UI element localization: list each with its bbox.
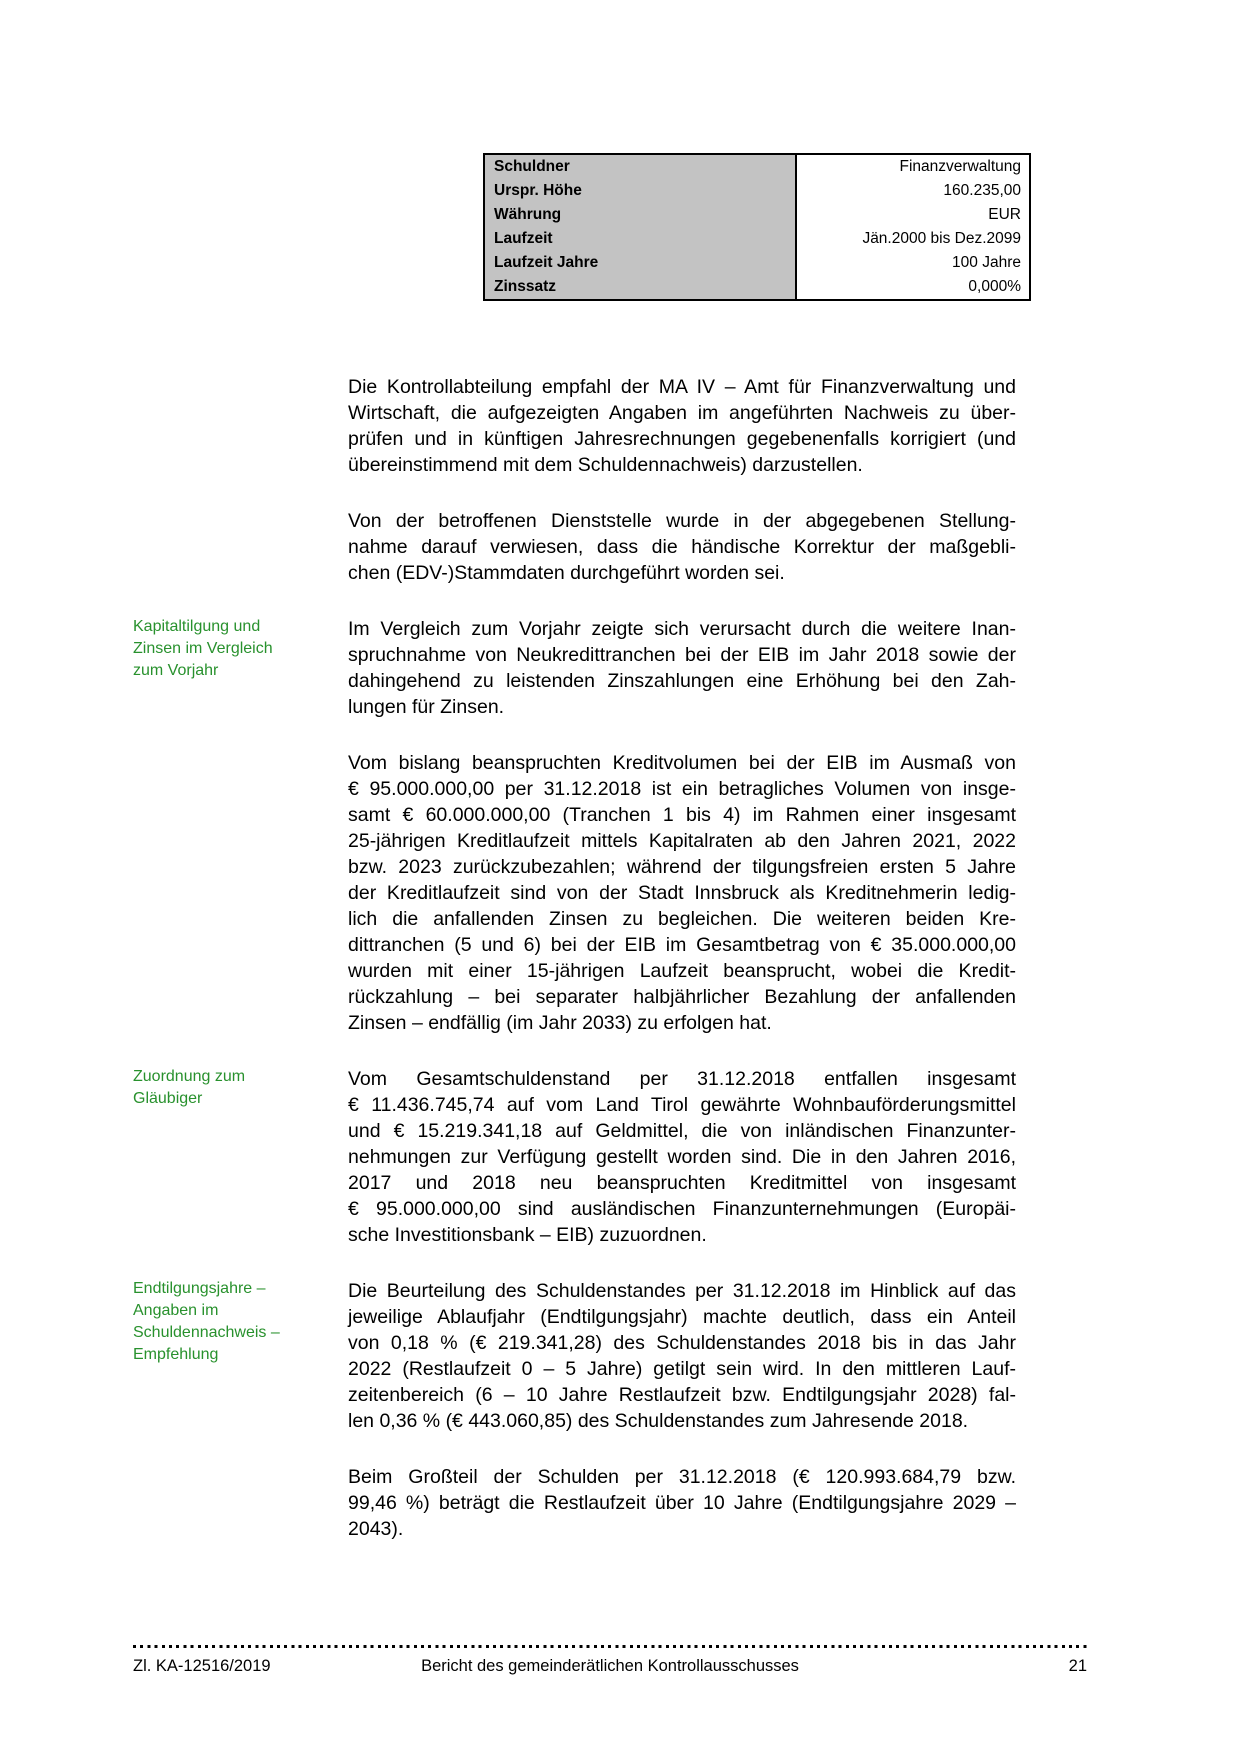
margin-label <box>133 508 348 586</box>
page-footer <box>133 1645 1087 1676</box>
paragraph <box>348 616 1016 720</box>
paragraph-line: Im Vergleich zum Vorjahr zeigte sich verursacht durch die weitere Inan- <box>348 618 1016 640</box>
paragraph-line: nehmungen zur Verfügung gestellt worden sind. Die in den Jahren 2016, <box>348 1146 1016 1168</box>
margin-label-line: Angaben im <box>133 1302 219 1319</box>
paragraph-line: Die Beurteilung des Schuldenstandes per 31.12.2018 im Hinblick auf das <box>348 1280 1016 1302</box>
paragraph-line: len 0,36 % (€ 443.060,85) des Schuldenstandes zum Jahresende 2018. <box>348 1410 969 1432</box>
footer-page-number: 21 <box>1068 1657 1087 1675</box>
sections <box>133 374 1016 1572</box>
paragraph-line: jeweilige Ablaufjahr (Endtilgungsjahr) machte deutlich, dass ein Anteil <box>348 1306 1016 1328</box>
table-row <box>485 155 1029 179</box>
margin-label-line: Empfehlung <box>133 1346 219 1363</box>
table-row-label: Laufzeit Jahre <box>485 251 797 275</box>
paragraph-line: übereinstimmend mit dem Schuldennachweis) darzustellen. <box>348 454 863 476</box>
margin-label <box>133 1464 348 1542</box>
table-row-label: Währung <box>485 203 797 227</box>
paragraph-line: 2043). <box>348 1518 404 1540</box>
paragraph <box>348 1278 1016 1434</box>
paragraph-line: Wirtschaft, die aufgezeigten Angaben im angeführten Nachweis zu über- <box>348 402 1016 424</box>
table-row-value: 100 Jahre <box>797 251 1029 275</box>
report-section <box>133 616 1016 720</box>
paragraph-line: lich die anfallenden Zinsen zu begleichen. Die weiteren beiden Kre- <box>348 908 1016 930</box>
paragraph <box>348 1066 1016 1248</box>
paragraph-line: der Kreditlaufzeit sind von der Stadt Innsbruck als Kreditnehmerin ledig- <box>348 882 1016 904</box>
margin-label <box>133 616 348 720</box>
paragraph-line: Die Kontrollabteilung empfahl der MA IV – Amt für Finanzverwaltung und <box>348 376 1016 398</box>
margin-label-line: Zinsen im Vergleich <box>133 640 273 657</box>
paragraph-line: chen (EDV-)Stammdaten durchgeführt worden sei. <box>348 562 785 584</box>
report-section <box>133 508 1016 586</box>
report-section <box>133 1278 1016 1434</box>
paragraph <box>348 750 1016 1036</box>
paragraph-line: prüfen und in künftigen Jahresrechnungen gegebenenfalls korrigiert (und <box>348 428 1016 450</box>
paragraph-line: wurden mit einer 15-jährigen Laufzeit beansprucht, wobei die Kredit- <box>348 960 1016 982</box>
table-row-value: 0,000% <box>797 275 1029 299</box>
paragraph-line: spruchnahme von Neukredittranchen bei der EIB im Jahr 2018 sowie der <box>348 644 1016 666</box>
margin-label-line: Endtilgungsjahre – <box>133 1280 266 1297</box>
paragraph-line: 2017 und 2018 neu beanspruchten Kreditmittel von insgesamt <box>348 1172 1016 1194</box>
table-row <box>485 227 1029 251</box>
paragraph <box>348 1464 1016 1542</box>
footer-reference-number: Zl. KA-12516/2019 <box>133 1657 271 1675</box>
paragraph-line: 2022 (Restlaufzeit 0 – 5 Jahre) getilgt sein wird. In den mittleren Lauf- <box>348 1358 1016 1380</box>
report-section <box>133 750 1016 1036</box>
paragraph-line: Beim Großteil der Schulden per 31.12.2018 (€ 120.993.684,79 bzw. <box>348 1466 1016 1488</box>
paragraph-line: 25-jährigen Kreditlaufzeit mittels Kapitalraten ab den Jahren 2021, 2022 <box>348 830 1016 852</box>
paragraph-line: bzw. 2023 zurückzubezahlen; während der tilgungsfreien ersten 5 Jahre <box>348 856 1016 878</box>
paragraph <box>348 508 1016 586</box>
paragraph-line: € 95.000.000,00 sind ausländischen Finanzunternehmungen (Europäi- <box>348 1198 1016 1220</box>
paragraph-line: Zinsen – endfällig (im Jahr 2033) zu erfolgen hat. <box>348 1012 772 1034</box>
margin-label-line: Schuldennachweis – <box>133 1324 280 1341</box>
report-section <box>133 374 1016 478</box>
paragraph-line: dahingehend zu leistenden Zinszahlungen eine Erhöhung bei den Zah- <box>348 670 1016 692</box>
margin-label-line: Kapitaltilgung und <box>133 618 261 635</box>
table-row <box>485 251 1029 275</box>
table-row-label: Urspr. Höhe <box>485 179 797 203</box>
paragraph-line: € 11.436.745,74 auf vom Land Tirol gewährte Wohnbauförderungsmittel <box>348 1094 1016 1116</box>
paragraph-line: lungen für Zinsen. <box>348 696 505 718</box>
paragraph-line: sche Investitionsbank – EIB) zuzuordnen. <box>348 1224 707 1246</box>
table-row <box>485 179 1029 203</box>
paragraph-line: 99,46 %) beträgt die Restlaufzeit über 10 Jahre (Endtilgungsjahre 2029 – <box>348 1492 1016 1514</box>
table-row-value: EUR <box>797 203 1029 227</box>
paragraph-line: € 95.000.000,00 per 31.12.2018 ist ein betragliches Volumen von insge- <box>348 778 1016 800</box>
margin-label <box>133 1066 348 1248</box>
paragraph-line: rückzahlung – bei separater halbjährlicher Bezahlung der anfallenden <box>348 986 1016 1008</box>
footer-dotted-rule <box>133 1645 1087 1648</box>
margin-label <box>133 1278 348 1434</box>
table-row-label: Schuldner <box>485 155 797 179</box>
margin-label <box>133 374 348 478</box>
table-row-value: 160.235,00 <box>797 179 1029 203</box>
paragraph-line: nahme darauf verwiesen, dass die händische Korrektur der maßgebli- <box>348 536 1016 558</box>
report-section <box>133 1464 1016 1542</box>
margin-label-line: Gläubiger <box>133 1090 203 1107</box>
footer-report-title: Bericht des gemeinderätlichen Kontrollausschusses <box>421 1657 799 1675</box>
paragraph-line: Vom bislang beanspruchten Kreditvolumen bei der EIB im Ausmaß von <box>348 752 1016 774</box>
table-row-label: Zinssatz <box>485 275 797 299</box>
paragraph-line: zeitenbereich (6 – 10 Jahre Restlaufzeit bzw. Endtilgungsjahr 2028) fal- <box>348 1384 1016 1406</box>
margin-label-line: Zuordnung zum <box>133 1068 246 1085</box>
paragraph-line: Von der betroffenen Dienststelle wurde in der abgegebenen Stellung- <box>348 510 1016 532</box>
paragraph-line: dittranchen (5 und 6) bei der EIB im Gesamtbetrag von € 35.000.000,00 <box>348 934 1016 956</box>
paragraph-line: Vom Gesamtschuldenstand per 31.12.2018 entfallen insgesamt <box>348 1068 1016 1090</box>
table-row <box>485 275 1029 299</box>
paragraph-line: und € 15.219.341,18 auf Geldmittel, die von inländischen Finanzunter- <box>348 1120 1016 1142</box>
paragraph-line: von 0,18 % (€ 219.341,28) des Schuldenstandes 2018 bis in das Jahr <box>348 1332 1016 1354</box>
table-row-label: Laufzeit <box>485 227 797 251</box>
paragraph-line: samt € 60.000.000,00 (Tranchen 1 bis 4) im Rahmen einer insgesamt <box>348 804 1016 826</box>
table-row <box>485 203 1029 227</box>
table-row-value: Jän.2000 bis Dez.2099 <box>797 227 1029 251</box>
debt-table <box>483 153 1031 301</box>
report-section <box>133 1066 1016 1248</box>
paragraph <box>348 374 1016 478</box>
table-row-value: Finanzverwaltung <box>797 155 1029 179</box>
margin-label-line: zum Vorjahr <box>133 662 219 679</box>
margin-label <box>133 750 348 1036</box>
